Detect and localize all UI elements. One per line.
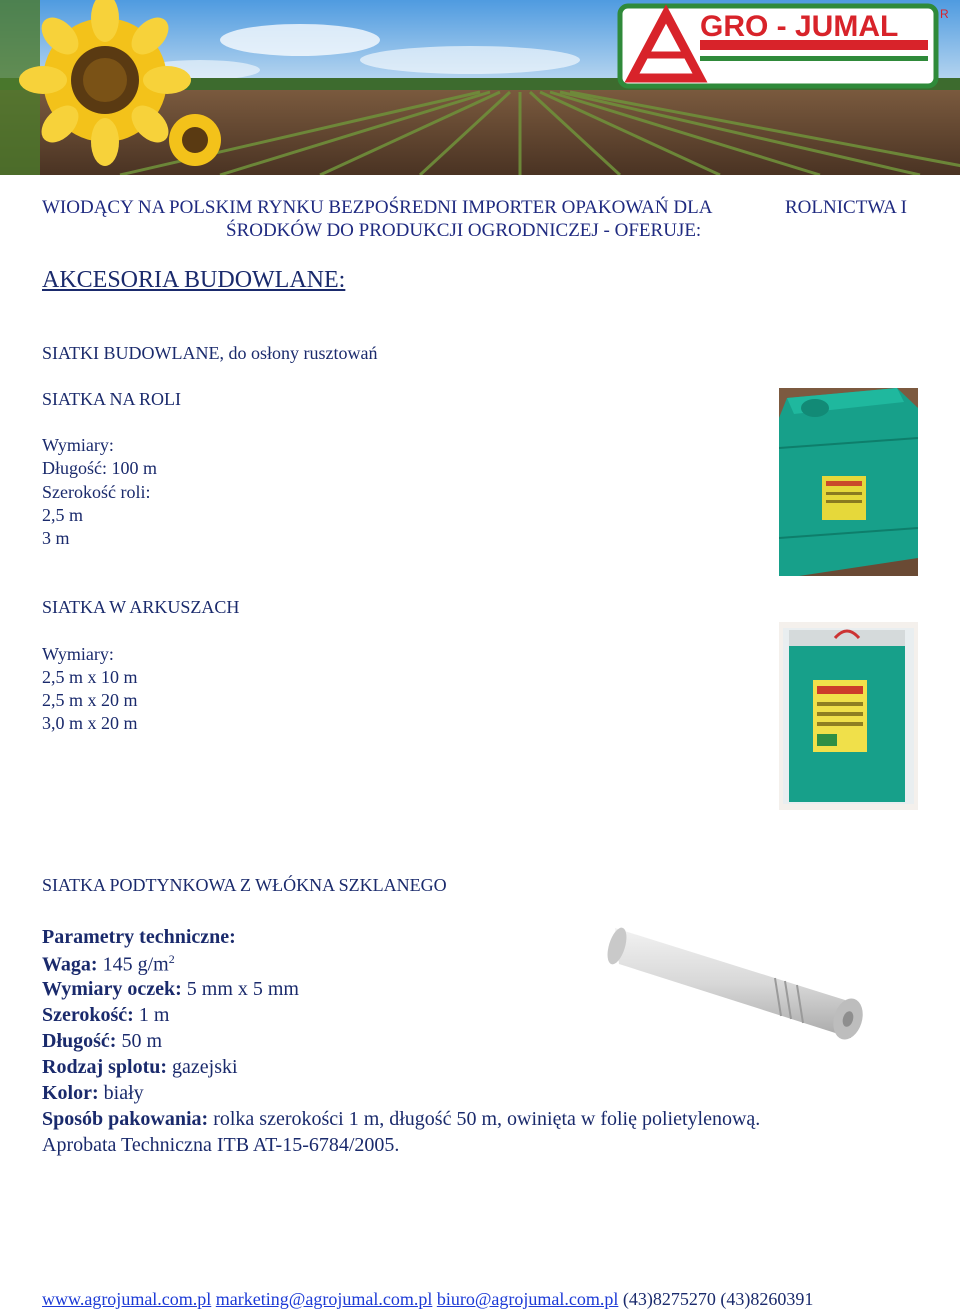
small-sunflower-icon [169,114,221,166]
mesh-label: Wymiary oczek: [42,978,182,1000]
roll-width-2: 3 m [42,528,70,548]
fiberglass-roll-photo [605,908,870,1048]
sheets-size-2: 2,5 m x 20 m [42,690,138,710]
office-email-link[interactable]: biuro@agrojumal.com.pl [436,1289,619,1309]
length-label: Długość: [42,1030,117,1052]
length-row [42,1030,162,1053]
header-banner [0,0,960,175]
roll-width-label: Szerokość roli: [42,482,151,502]
mesh-row [42,978,299,1001]
section-title: AKCESORIA BUDOWLANE: [42,267,346,293]
roll-title: SIATKA NA ROLI [42,389,182,409]
weight-sup: 2 [168,952,175,966]
phone-numbers: (43)8275270 (43)8260391 [622,1289,814,1309]
approval-text: Aprobata Techniczna ITB AT-15-6784/2005. [42,1134,400,1156]
intro-line-1a: WIODĄCY NA POLSKIM RYNKU BEZPOŚREDNI IMPORTER OPAKOWAŃ DLA [42,197,713,218]
sheets-size-3: 3,0 m x 20 m [42,713,138,733]
roll-length-value: 100 m [107,458,158,478]
weave-value: gazejski [167,1056,238,1078]
net-sheet-pack-photo [779,622,918,810]
color-label: Kolor: [42,1082,99,1104]
marketing-email-link[interactable]: marketing@agrojumal.com.pl [215,1289,433,1309]
sheets-size-1: 2,5 m x 10 m [42,667,138,687]
fiberglass-title: SIATKA PODTYNKOWA Z WŁÓKNA SZKLANEGO [42,875,447,895]
website-link[interactable]: www.agrojumal.com.pl [42,1289,212,1309]
params-label: Parametry techniczne: [42,926,236,948]
weight-value: 145 g/m [97,953,169,976]
width-value: 1 m [133,1004,170,1026]
weight-label: Waga: [42,953,98,976]
mesh-value: 5 mm x 5 mm [181,978,299,1000]
field-banner-image [0,0,960,175]
intro-line-1 [42,196,712,219]
roll-length-label: Długość: [42,458,107,478]
color-value: biały [98,1082,144,1104]
width-row [42,1004,169,1027]
roll-width-1: 2,5 m [42,505,84,525]
pack-label: Sposób pakowania: [42,1108,209,1130]
weave-label: Rodzaj splotu: [42,1056,168,1078]
company-logo [620,6,949,86]
svg-text:R: R [940,7,949,21]
length-value: 50 m [116,1030,163,1052]
intro-line-1b: ROLNICTWA I [785,197,907,218]
weight-row [42,952,175,977]
roll-dims-label: Wymiary: [42,435,114,455]
net-roll-photo [779,388,918,576]
pack-row [42,1108,760,1131]
intro-line-2: ŚRODKÓW DO PRODUKCJI OGRODNICZEJ - OFERUJE: [226,220,702,241]
sheets-dims-label: Wymiary: [42,644,114,664]
pack-value: rolka szerokości 1 m, długość 50 m, owinięta w folię polietylenową. [208,1108,761,1130]
width-label: Szerokość: [42,1004,134,1026]
svg-text:GRO - JUMAL: GRO - JUMAL [700,10,899,43]
footer [42,1289,813,1310]
sheets-title: SIATKA W ARKUSZACH [42,597,240,617]
weave-row [42,1056,238,1079]
roll-length [42,458,157,479]
color-row [42,1082,144,1105]
nets-title: SIATKI BUDOWLANE, do osłony rusztowań [42,343,378,363]
